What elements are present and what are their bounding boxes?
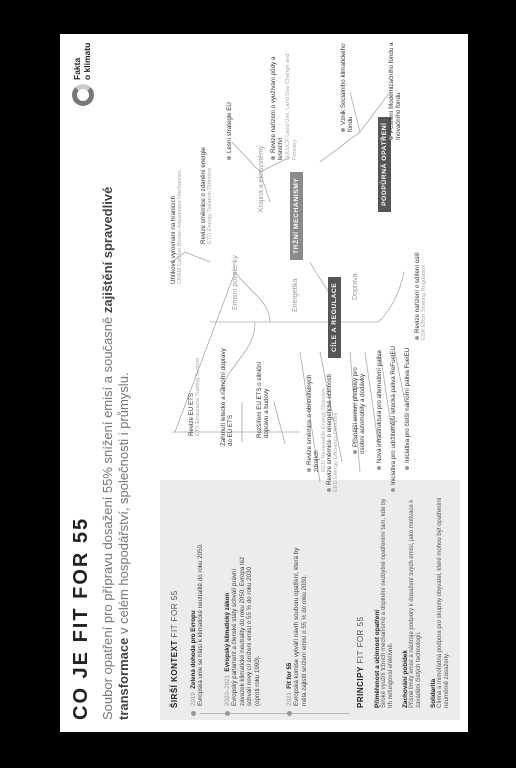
- node-eed: Revize směrnice o energetické účinnosti EED Energy Efficiency Directive: [326, 374, 340, 492]
- timeline-item: 2019 Zelená dohoda pro Evropu Evropská unie se hlásí k klimatické neutralitě do roku 2050.: [190, 496, 205, 706]
- node-afid: Nová infrastruktura pro alternativní paliva: [376, 320, 383, 470]
- node-lulucf: Revize nařízení o využívání půdy a lesnictví LULUCF Land Use, Land Use Change and Forestry: [270, 53, 299, 160]
- node-forest-strategy: Lesní strategie EU: [226, 60, 233, 160]
- node-modernisation-fund: Posílení Modernizačního fondu a Inovačního fondu: [388, 42, 403, 140]
- document-page: [60, 34, 468, 732]
- page-title: CO JE FIT FOR 55: [70, 516, 92, 720]
- node-ets-extension: Rozšíření EU ETS o silniční dopravu a budovy: [256, 361, 271, 438]
- node-esr: Revize nařízení o sdílení úsilí ESR Effort Sharing Regulation: [414, 252, 428, 340]
- category-transport: Doprava: [352, 273, 359, 300]
- category-emissions: Emisní povolenky: [232, 255, 239, 310]
- category-landscape: Krajina a ekosystémy: [258, 145, 265, 212]
- node-co2-cars: Přísnější emisní předpisy pro osobní automobily a dodávky: [352, 367, 367, 454]
- hub-goals-regulation: CÍLE A REGULACE: [328, 277, 341, 358]
- infographic-canvas: [60, 34, 468, 732]
- hub-market-mechanisms: TRŽNÍ MECHANISMY: [290, 172, 303, 260]
- node-eu-ets: Revize EU ETS ETS Emissions Trading System: [188, 357, 202, 436]
- page-subtitle: Soubor opatření pro přípravu dosažení 55% snížení emisí a současně zajištění spravedlivé transformace v celém hospodářství, společnosti i průmyslu.: [100, 186, 131, 720]
- principles-heading: PRINCIPY FIT FOR 55: [356, 616, 365, 708]
- context-heading: ŠIRŠÍ KONTEXT FIT FOR 55: [170, 590, 179, 708]
- timeline-item: 2020–2021 Evropský klimatický zákon Evropský parlament a členské státy schválí právní závazek klimatické neutrality do roku 2050. Evropa též schválí nový cíl snížení emisí o 55 % do roku 2030 (oproti roku 1990).: [224, 496, 261, 706]
- node-cbam: Uhlíkové vyrovnání na hranicích CBAM Carbon Border Adjustment Mechanism: [170, 170, 184, 284]
- principle-item: Zachování pobídek Přísné limity emisí a nástroje podpory k dosažení svých emisí, jako motivace k zavádění čistých technologií.: [402, 499, 422, 708]
- timeline-item: 2021 Fit for 55 Evropská komise vytváří návrh souboru opatření, která by měla zajistit snížení emisí o 55 % do roku 2030.: [286, 496, 308, 706]
- node-refuel-aviation: Iniciativa pro udržitelnější letecká paliva ReFuelEU: [390, 332, 397, 492]
- category-energy: Energetika: [292, 278, 299, 312]
- hub-support-measures: PODPŮRNÁ OPATŘENÍ: [378, 117, 391, 212]
- node-red: Revize směrnice o obnovitelných zdrojích RED Renewable Energy Directive: [306, 374, 327, 472]
- principle-item: Přiměřenost a účinnost opatření Široké využití tržních mechanismů a doplnění nezbytné opatřeními tam, kde by trh nefungoval efektivně.: [374, 498, 394, 708]
- node-etd: Revize směrnice o zdanění energie ETD Energy Taxation Directive: [200, 147, 214, 244]
- principle-item: Solidarita Cílená a mimořádná podpora pro skupiny obyvatel, které mohou být opatřeními neúměrně zasaženy.: [430, 497, 450, 708]
- node-social-climate-fund: Vznik Sociálního klimatického fondu: [340, 43, 355, 132]
- fakta-o-klimatu-logo: Fakta o klimatu: [68, 40, 98, 106]
- node-fuel-maritime: Iniciativa pro čistší námořní paliva FuelEU: [404, 310, 411, 470]
- node-aviation-maritime: Zahrnutí letecké a námořní dopravy do EU ETS: [220, 348, 235, 446]
